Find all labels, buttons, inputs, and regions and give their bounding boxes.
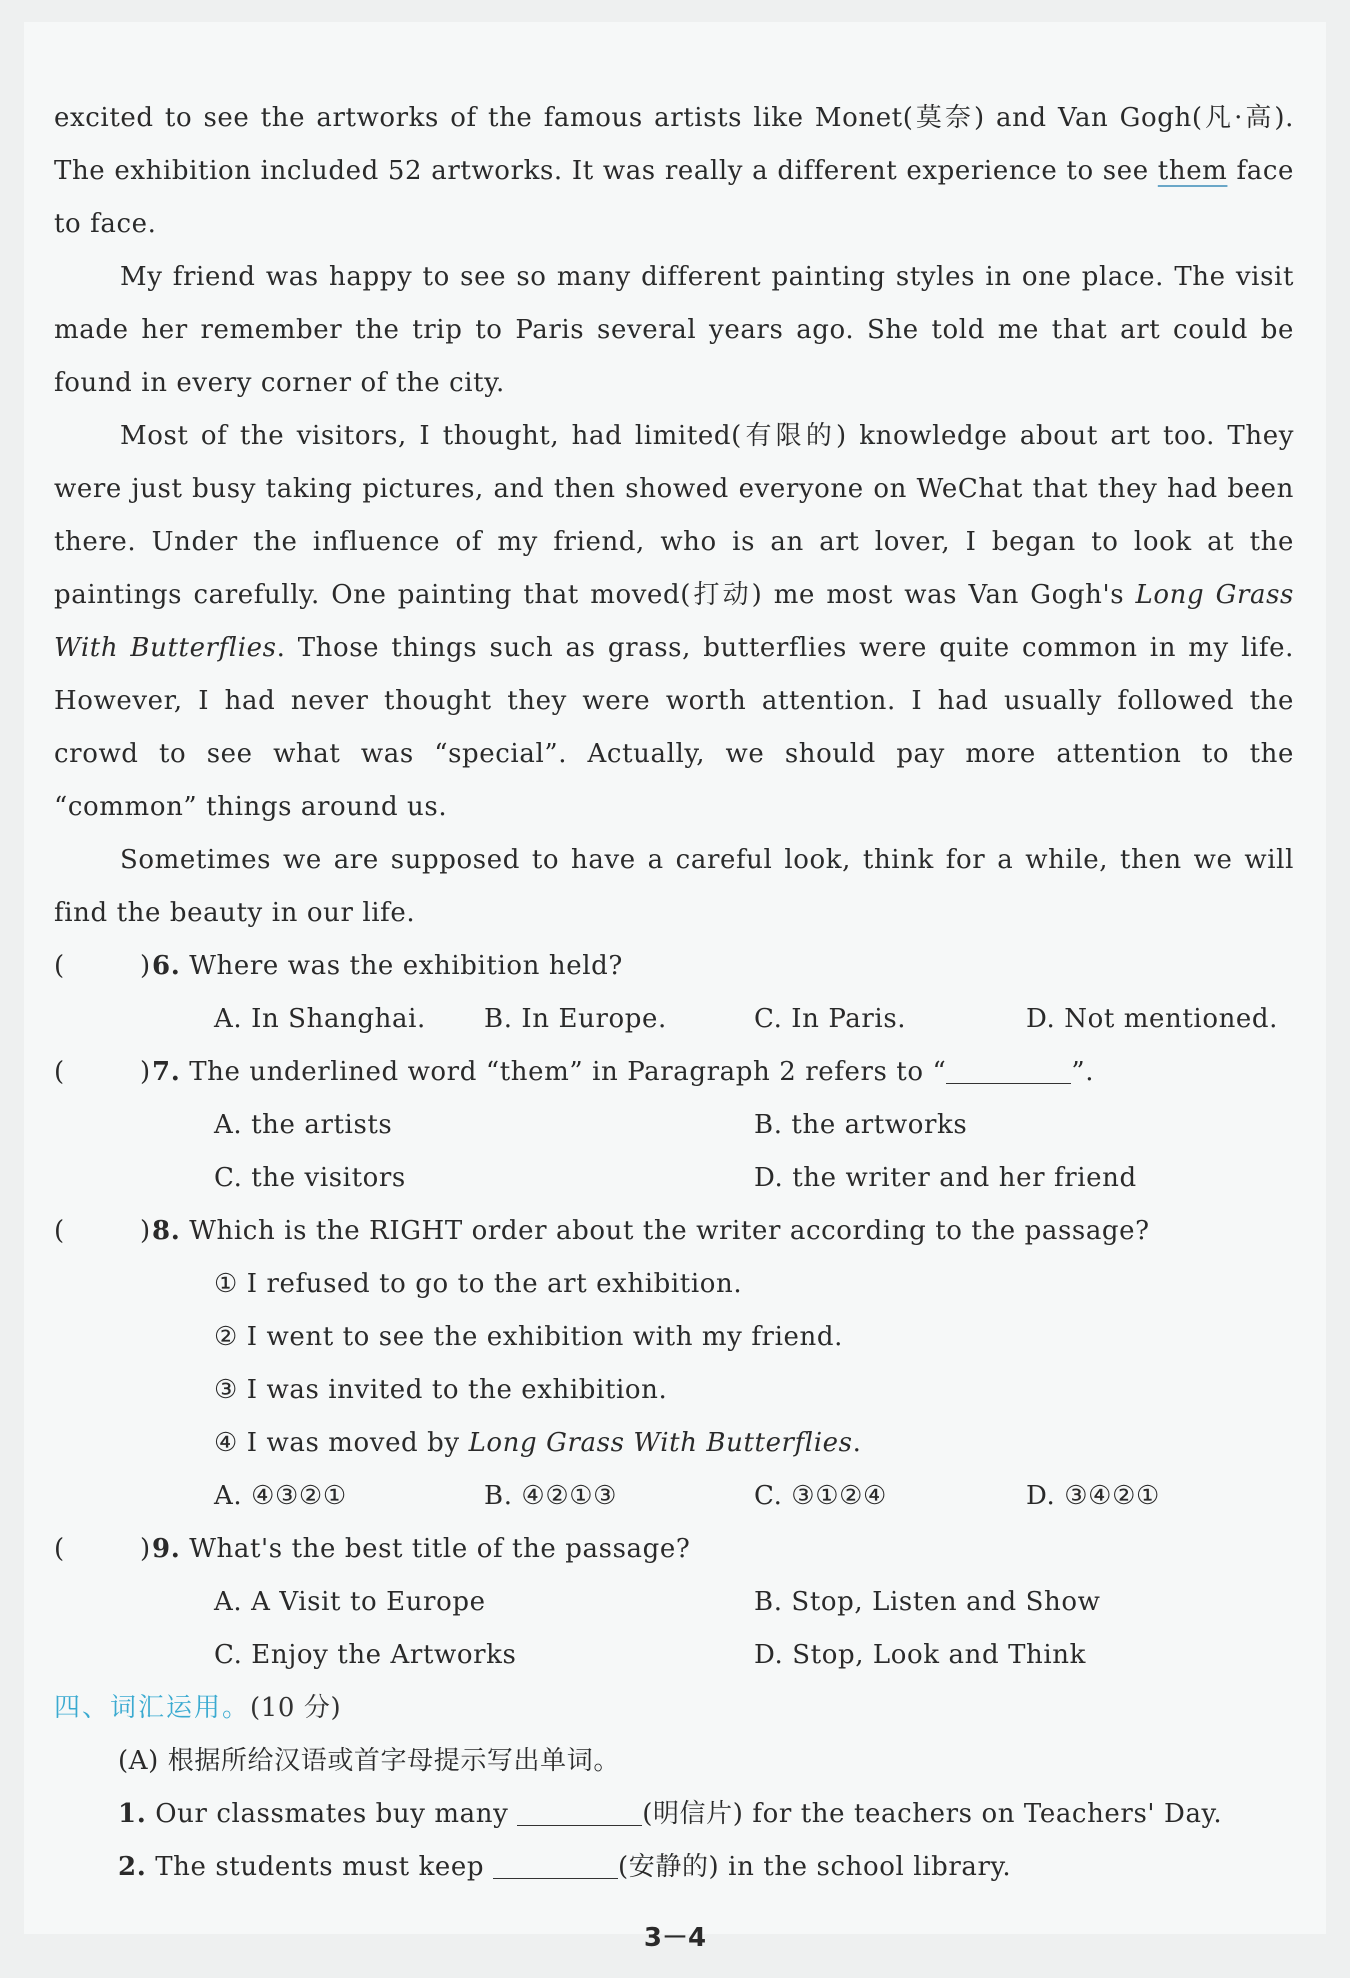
passage-line	[54, 622, 1294, 675]
text-span: face	[1227, 156, 1294, 186]
question-text	[152, 940, 623, 993]
option-c: C. ③①②④	[754, 1481, 887, 1511]
text-span: (明信片) for the teachers on Teachers' Day.	[642, 1799, 1223, 1829]
question-9-options-row2	[54, 1629, 1294, 1682]
statement-2: ② I went to see the exhibition with my friend.	[214, 1322, 843, 1352]
question-7	[54, 1046, 1294, 1099]
answer-paren-open: (	[54, 1534, 65, 1564]
question-number: 8.	[152, 1216, 181, 1246]
passage-line	[54, 569, 1294, 622]
question-9-options-row1	[54, 1576, 1294, 1629]
question-number: 9.	[152, 1534, 181, 1564]
section-title: 四、词汇运用。	[54, 1693, 251, 1723]
part-a-instruction: (A) 根据所给汉语或首字母提示写出单词。	[118, 1746, 620, 1776]
option-a: A. A Visit to Europe	[214, 1587, 486, 1617]
question-stem: Where was the exhibition held?	[189, 951, 623, 981]
answer-paren-open: (	[54, 1216, 65, 1246]
question-stem: Which is the RIGHT order about the writer according to the passage?	[189, 1216, 1150, 1246]
section-4-heading	[54, 1682, 1294, 1735]
document-page	[24, 22, 1326, 1953]
passage-line: to face.	[54, 209, 157, 239]
question-stem: The underlined word “them” in Paragraph 2 refers to “	[189, 1057, 947, 1087]
answer-paren-close: )	[140, 1216, 151, 1246]
option-b: B. In Europe.	[484, 1004, 667, 1034]
passage-line: However, I had never thought they were worth attention. I had usually followed the	[54, 686, 1294, 716]
option-d: D. the writer and her friend	[754, 1163, 1137, 1193]
question-text	[152, 1205, 1150, 1258]
vocab-item-2	[54, 1841, 1294, 1894]
item-number: 2.	[118, 1852, 147, 1882]
passage-line: made her remember the trip to Paris several years ago. She told me that art could be	[54, 315, 1294, 345]
question-7-options-row2	[54, 1152, 1294, 1205]
text-span: . Those things such as grass, butterflies were quite common in my life.	[276, 633, 1295, 663]
statement-3: ③ I was invited to the exhibition.	[214, 1375, 668, 1405]
text-span: Our classmates buy many	[146, 1799, 518, 1829]
painting-title: Long Grass With Butterflies	[468, 1428, 853, 1458]
option-d: D. ③④②①	[1026, 1481, 1160, 1511]
answer-paren-open: (	[54, 951, 65, 981]
answer-paren-close: )	[140, 1057, 151, 1087]
answer-paren-close: )	[140, 951, 151, 981]
text-span: (安静的) in the school library.	[618, 1852, 1012, 1882]
option-b: B. the artworks	[754, 1110, 968, 1140]
question-number: 6.	[152, 951, 181, 981]
vocab-item-1	[54, 1788, 1294, 1841]
text-span: The exhibition included 52 artworks. It was really a different experience to see	[54, 156, 1158, 186]
painting-title: Long Grass	[1135, 580, 1294, 610]
option-c: C. the visitors	[214, 1163, 406, 1193]
question-text	[152, 1046, 1094, 1099]
question-stem: What's the best title of the passage?	[189, 1534, 691, 1564]
passage-line: Most of the visitors, I thought, had limited(有限的) knowledge about art too. They	[120, 421, 1294, 451]
answer-blank	[946, 1053, 1071, 1084]
question-stem-end: ”.	[1071, 1057, 1095, 1087]
text-span: paintings carefully. One painting that moved(打动) me most was Van Gogh's	[54, 580, 1136, 610]
passage-line: found in every corner of the city.	[54, 368, 505, 398]
question-8-options	[54, 1470, 1294, 1523]
page-number: 3－4	[643, 1923, 707, 1953]
option-a: A. In Shanghai.	[214, 1004, 426, 1034]
passage-line: “common” things around us.	[54, 792, 448, 822]
option-a: A. ④③②①	[214, 1481, 347, 1511]
text-span: The students must keep	[146, 1852, 494, 1882]
passage-line: find the beauty in our life.	[54, 898, 416, 928]
passage-line: excited to see the artworks of the famous artists like Monet(莫奈) and Van Gogh(凡·高).	[54, 103, 1294, 133]
question-text	[152, 1523, 690, 1576]
option-b: B. Stop, Listen and Show	[754, 1587, 1101, 1617]
answer-paren-open: (	[54, 1057, 65, 1087]
question-8	[54, 1205, 1294, 1258]
question-7-options-row1	[54, 1099, 1294, 1152]
question-number: 7.	[152, 1057, 181, 1087]
option-c: C. In Paris.	[754, 1004, 907, 1034]
statement-1: ① I refused to go to the art exhibition.	[214, 1269, 743, 1299]
page-content	[54, 92, 1294, 1894]
option-d: D. Stop, Look and Think	[754, 1640, 1086, 1670]
passage-line: My friend was happy to see so many different painting styles in one place. The visit	[120, 262, 1294, 292]
option-c: C. Enjoy the Artworks	[214, 1640, 517, 1670]
question-9	[54, 1523, 1294, 1576]
option-a: A. the artists	[214, 1110, 393, 1140]
passage-line	[54, 145, 1294, 198]
underlined-word-them: them	[1157, 156, 1228, 186]
question-6-options	[54, 993, 1294, 1046]
passage-line: were just busy taking pictures, and then showed everyone on WeChat that they had been	[54, 474, 1294, 504]
section-score: (10 分)	[250, 1693, 342, 1723]
option-d: D. Not mentioned.	[1026, 1004, 1279, 1034]
statement-4	[54, 1417, 1294, 1470]
answer-blank	[493, 1848, 618, 1879]
passage-line: there. Under the influence of my friend, who is an art lover, I began to look at the	[54, 527, 1294, 557]
text-span: .	[852, 1428, 862, 1458]
text-span: ④ I was moved by	[214, 1428, 469, 1458]
item-number: 1.	[118, 1799, 147, 1829]
option-b: B. ④②①③	[484, 1481, 618, 1511]
passage-line: Sometimes we are supposed to have a careful look, think for a while, then we will	[120, 845, 1294, 875]
answer-paren-close: )	[140, 1534, 151, 1564]
answer-blank	[517, 1795, 642, 1826]
question-6	[54, 940, 1294, 993]
passage-line: crowd to see what was “special”. Actually, we should pay more attention to the	[54, 739, 1294, 769]
painting-title: With Butterflies	[54, 633, 277, 663]
